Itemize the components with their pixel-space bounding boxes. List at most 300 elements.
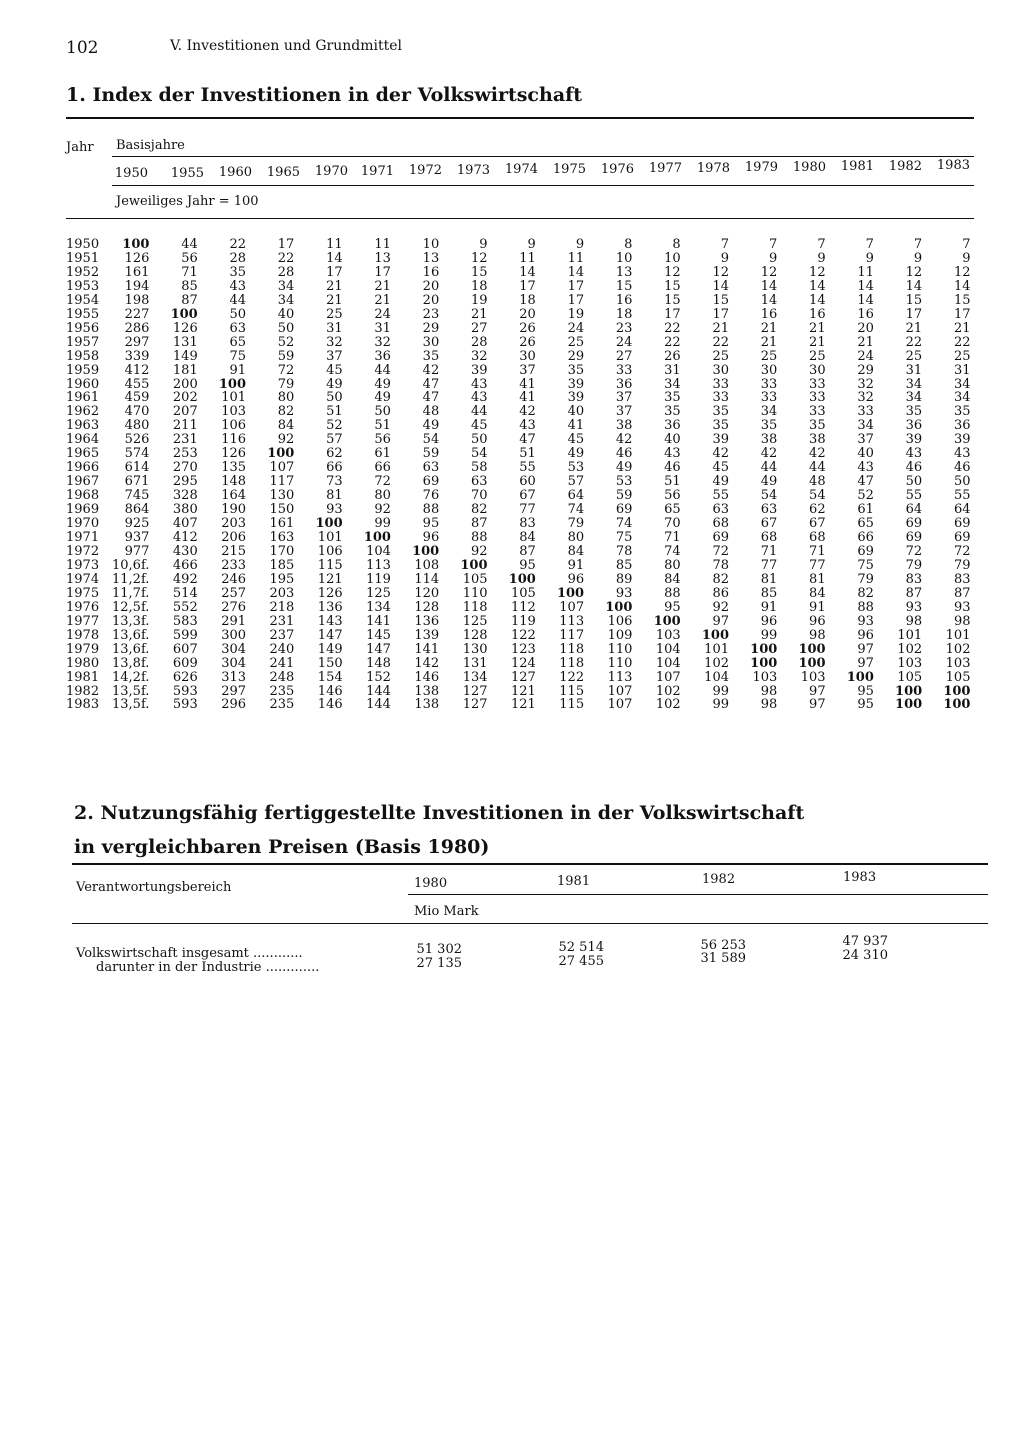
table-cell: 235 (269, 683, 295, 699)
table-cell: 17 (712, 306, 729, 322)
table-cell: 127 (510, 669, 536, 685)
table-cell: 37 (519, 362, 536, 378)
value-cell: 27 135 (416, 956, 462, 971)
table-cell: 9 (769, 250, 778, 266)
table-cell: 146 (317, 683, 343, 699)
table-cell: 15 (905, 292, 923, 308)
table-cell: 84 (664, 571, 681, 587)
table-cell: 27 (470, 320, 488, 336)
table-cell: 30 (760, 362, 778, 378)
table-cell: 246 (221, 571, 247, 587)
table-cell: 91 (760, 599, 778, 615)
table-cell: 43 (519, 418, 536, 434)
table-cell: 41 (519, 376, 536, 392)
table-row (66, 503, 970, 517)
table-cell: 35 (664, 390, 681, 406)
table-cell: 41 (519, 390, 536, 406)
year-1981-header: 1981 (557, 874, 591, 889)
table-cell: 19 (470, 292, 488, 308)
table-cell: 44 (760, 460, 778, 476)
table-cell: 69 (615, 502, 633, 518)
row-year: 1972 (66, 543, 100, 559)
table-cell: 42 (615, 432, 633, 448)
table-cell: 85 (181, 278, 198, 294)
table-cell: 313 (221, 669, 247, 685)
table-cell: 100 (460, 557, 488, 573)
table-cell: 87 (953, 585, 971, 601)
table-cell: 59 (615, 488, 633, 504)
table-cell: 33 (809, 390, 826, 406)
table-row (66, 364, 970, 378)
table-cell: 24 (857, 348, 874, 364)
table-cell: 161 (269, 516, 295, 532)
table-cell: 121 (317, 571, 343, 587)
table-row (66, 350, 970, 364)
table-cell: 11 (326, 237, 343, 252)
base-year-header: 1977 (648, 161, 682, 177)
table-cell: 34 (953, 390, 971, 406)
table-cell: 72 (953, 543, 971, 559)
base-year-header: 1983 (936, 158, 970, 174)
table-cell: 31 (664, 362, 681, 378)
table-cell: 77 (809, 557, 826, 573)
table-cell: 14 (567, 264, 585, 280)
table-cell: 7 (913, 237, 923, 252)
table-cell: 83 (953, 571, 971, 587)
table-cell: 9 (962, 250, 971, 266)
table-cell: 103 (655, 627, 681, 643)
table-cell: 74 (615, 516, 633, 532)
table-cell: 50 (229, 306, 247, 322)
table-cell: 33 (809, 404, 826, 420)
table-cell: 47 (422, 376, 440, 392)
row-year: 1978 (66, 627, 100, 643)
table-cell: 109 (607, 627, 633, 643)
table-cell: 14 (760, 292, 778, 308)
table-cell: 100 (798, 641, 826, 657)
table-row (66, 419, 970, 433)
table-cell: 99 (760, 627, 778, 643)
table-cell: 101 (897, 627, 923, 643)
table-cell: 119 (366, 571, 391, 587)
table-cell: 147 (317, 627, 343, 643)
table-cell: 113 (559, 613, 585, 629)
table-cell: 55 (905, 488, 923, 504)
table-cell: 21 (712, 320, 729, 336)
table-cell: 20 (422, 278, 440, 294)
table-cell: 115 (317, 557, 343, 573)
unit-mio-mark: Mio Mark (414, 904, 479, 919)
table-cell: 38 (760, 432, 778, 448)
table-cell: 95 (422, 516, 440, 532)
table-cell: 100 (605, 599, 633, 615)
table-cell: 43 (664, 446, 681, 462)
table-cell: 71 (664, 530, 681, 546)
table-cell: 102 (945, 641, 971, 657)
table-cell: 22 (953, 334, 971, 350)
table-cell: 626 (172, 669, 198, 685)
table-cell: 51 (664, 474, 681, 490)
table-cell: 97 (857, 655, 874, 671)
table-cell: 74 (664, 543, 681, 559)
base-year-header: 1973 (456, 162, 490, 178)
table-cell: 49 (567, 446, 585, 462)
table-cell: 102 (704, 655, 729, 671)
table-cell: 164 (221, 488, 247, 504)
table-cell: 100 (315, 516, 343, 532)
table-cell: 53 (567, 460, 585, 476)
table-cell: 26 (519, 334, 536, 350)
table-cell: 15 (664, 278, 681, 294)
table-row (66, 643, 970, 657)
table-cell: 69 (712, 530, 729, 546)
table-cell: 65 (664, 502, 681, 518)
table-cell: 114 (414, 571, 440, 587)
base-year-header: 1960 (218, 165, 252, 181)
table-cell: 100 (943, 697, 971, 713)
table-cell: 100 (170, 306, 198, 322)
table-cell: 143 (317, 613, 343, 629)
table-cell: 14 (905, 278, 923, 294)
table-cell: 113 (366, 557, 391, 573)
table-cell: 83 (905, 571, 923, 587)
base-year-header: 1980 (792, 159, 826, 175)
table-cell: 46 (615, 446, 633, 462)
table-cell: 17 (953, 306, 971, 322)
table-cell: 106 (317, 543, 343, 559)
table-cell: 63 (470, 474, 488, 490)
table-cell: 110 (462, 585, 488, 601)
table-cell: 100 (846, 669, 874, 685)
table-cell: 296 (221, 697, 247, 713)
table-cell: 32 (857, 390, 874, 406)
table-cell: 14 (760, 278, 778, 294)
table-cell: 101 (221, 390, 247, 406)
table-cell: 79 (953, 557, 971, 573)
table-cell: 102 (655, 683, 681, 699)
table-cell: 526 (124, 432, 150, 448)
table-cell: 80 (664, 557, 681, 573)
table-cell: 12 (664, 264, 681, 280)
table-cell: 492 (172, 571, 198, 587)
row-year: 1970 (66, 516, 100, 532)
table-cell: 142 (414, 655, 440, 671)
table-cell: 17 (567, 278, 585, 294)
row-year: 1981 (66, 669, 100, 685)
table-cell: 291 (221, 613, 247, 629)
table-cell: 21 (374, 278, 391, 294)
table-cell: 49 (712, 474, 729, 490)
table-cell: 407 (172, 516, 198, 532)
table-cell: 110 (607, 641, 633, 657)
table-cell: 50 (953, 474, 971, 490)
table-cell: 203 (269, 585, 295, 601)
table-cell: 17 (326, 264, 343, 280)
table-cell: 28 (229, 250, 247, 266)
table-cell: 54 (809, 488, 826, 504)
table-cell: 67 (519, 488, 536, 504)
table-cell: 12,5f. (112, 599, 150, 615)
value-cell: 24 310 (842, 948, 888, 963)
table-cell: 79 (857, 571, 874, 587)
table-cell: 10,6f. (112, 557, 150, 573)
table-cell: 13,3f. (112, 613, 150, 629)
table-cell: 101 (317, 530, 343, 546)
table-cell: 7 (769, 237, 778, 252)
table-cell: 470 (124, 404, 150, 420)
table-cell: 91 (567, 557, 585, 573)
table-cell: 97 (857, 641, 874, 657)
table-cell: 131 (462, 655, 488, 671)
value-cell: 52 514 (558, 940, 604, 955)
table-cell: 53 (615, 474, 633, 490)
row-label-text: Volkswirtschaft insgesamt (76, 946, 249, 961)
table-cell: 105 (462, 571, 488, 587)
table-cell: 37 (615, 390, 633, 406)
section-1-top-rule (66, 117, 974, 119)
table-cell: 35 (712, 404, 729, 420)
table-cell: 218 (269, 599, 295, 615)
row-year: 1976 (66, 599, 100, 615)
table-cell: 103 (945, 655, 971, 671)
table-cell: 13,6f. (112, 627, 150, 643)
table-cell: 34 (953, 376, 971, 392)
table-row (66, 322, 970, 336)
table-cell: 122 (559, 669, 585, 685)
table-cell: 39 (712, 432, 729, 448)
table-cell: 206 (221, 530, 247, 546)
table-cell: 25 (567, 334, 585, 350)
table-cell: 22 (664, 334, 681, 350)
table-cell: 51 (519, 446, 536, 462)
table-cell: 78 (712, 557, 729, 573)
table-cell: 123 (510, 641, 536, 657)
table-cell: 128 (462, 627, 488, 643)
table-cell: 466 (172, 557, 198, 573)
table-cell: 54 (422, 432, 440, 448)
table-cell: 98 (760, 683, 778, 699)
table-cell: 84 (809, 585, 826, 601)
table-cell: 92 (470, 543, 488, 559)
table-cell: 104 (655, 655, 681, 671)
table-cell: 98 (905, 613, 923, 629)
table-cell: 11 (374, 237, 391, 252)
table-cell: 412 (172, 530, 198, 546)
table-cell: 412 (124, 362, 150, 378)
table-cell: 117 (269, 474, 295, 490)
table-row (66, 489, 970, 503)
table-cell: 112 (510, 599, 536, 615)
table-cell: 7 (720, 237, 729, 252)
table-cell: 198 (124, 292, 150, 308)
table-cell: 40 (277, 306, 295, 322)
base-year-header: 1982 (888, 158, 922, 174)
table-cell: 105 (945, 669, 971, 685)
row-year: 1983 (66, 697, 100, 713)
table-cell: 34 (905, 376, 923, 392)
table-cell: 43 (905, 446, 923, 462)
table-cell: 70 (470, 488, 488, 504)
table-cell: 36 (953, 418, 971, 434)
table-cell: 207 (172, 404, 198, 420)
table-cell: 29 (422, 320, 440, 336)
row-year: 1950 (66, 237, 100, 252)
table-cell: 297 (221, 683, 247, 699)
table-cell: 82 (712, 571, 729, 587)
row-year: 1973 (66, 557, 100, 573)
table-cell: 88 (664, 585, 681, 601)
value-cell: 31 589 (700, 951, 746, 966)
table-cell: 12 (905, 264, 923, 280)
table-cell: 24 (374, 306, 391, 322)
table-cell: 297 (124, 334, 150, 350)
table-cell: 92 (374, 502, 391, 518)
table-cell: 108 (414, 557, 440, 573)
table-cell: 100 (556, 585, 585, 601)
table-cell: 49 (374, 390, 391, 406)
base-year-header: 1974 (504, 162, 538, 178)
table-cell: 59 (277, 348, 295, 364)
table-cell: 80 (374, 488, 391, 504)
row-year: 1954 (66, 292, 100, 308)
table-cell: 67 (760, 516, 778, 532)
table-cell: 339 (124, 348, 150, 364)
basisjahre-rule (112, 156, 974, 157)
table-cell: 9 (817, 250, 826, 266)
table-cell: 103 (800, 669, 826, 685)
table-cell: 93 (857, 613, 874, 629)
table-cell: 40 (567, 404, 585, 420)
table-cell: 170 (269, 543, 295, 559)
row-year: 1967 (66, 474, 100, 490)
table-cell: 34 (857, 418, 874, 434)
table-cell: 35 (760, 418, 778, 434)
table-cell: 17 (519, 278, 536, 294)
table-cell: 103 (221, 404, 247, 420)
table-cell: 131 (172, 334, 198, 350)
table-cell: 136 (414, 613, 440, 629)
table-cell: 300 (221, 627, 247, 643)
table-cell: 31 (953, 362, 971, 378)
table-cell: 34 (664, 376, 681, 392)
table-cell: 276 (221, 599, 247, 615)
table-cell: 81 (760, 571, 778, 587)
table-cell: 35 (953, 404, 971, 420)
table-cell: 80 (567, 530, 585, 546)
table-cell: 37 (326, 348, 343, 364)
table-cell: 42 (760, 446, 778, 462)
table-cell: 52 (277, 334, 295, 350)
table-cell: 88 (857, 599, 874, 615)
table-cell: 231 (269, 613, 295, 629)
table-cell: 146 (317, 697, 343, 713)
table-cell: 130 (462, 641, 488, 657)
table-cell: 54 (470, 446, 488, 462)
table-cell: 48 (422, 404, 440, 420)
table-row (66, 405, 970, 419)
table-cell: 46 (953, 460, 971, 476)
table-cell: 113 (607, 669, 633, 685)
table-cell: 21 (809, 320, 826, 336)
table-cell: 79 (277, 376, 295, 392)
base-year-header: 1972 (408, 163, 442, 179)
table-cell: 21 (326, 292, 343, 308)
table-cell: 36 (374, 348, 391, 364)
table-cell: 163 (269, 530, 295, 546)
table-cell: 122 (510, 627, 536, 643)
table-cell: 42 (519, 404, 536, 420)
table-cell: 45 (712, 460, 729, 476)
table-cell: 671 (124, 474, 150, 490)
jahr-header: Jahr (66, 140, 94, 155)
table-row (66, 252, 970, 266)
table-cell: 13 (615, 264, 633, 280)
verantwortungsbereich-header: Verantwortungsbereich (76, 880, 232, 895)
table-cell: 48 (809, 474, 826, 490)
table-cell: 23 (422, 306, 440, 322)
table-cell: 25 (326, 306, 343, 322)
table-cell: 134 (462, 669, 488, 685)
table-cell: 33 (712, 390, 729, 406)
table-cell: 100 (895, 697, 923, 713)
table-row (66, 336, 970, 350)
table-cell: 31 (326, 320, 343, 336)
table-cell: 95 (519, 557, 536, 573)
table-cell: 50 (905, 474, 923, 490)
table-row (66, 573, 970, 587)
base-year-header: 1981 (840, 159, 874, 175)
table-cell: 150 (269, 502, 295, 518)
table-cell: 233 (221, 557, 247, 573)
table-cell: 56 (374, 432, 391, 448)
row-year: 1952 (66, 264, 100, 280)
table-cell: 69 (422, 474, 440, 490)
table-cell: 8 (672, 237, 681, 252)
table-cell: 14 (857, 292, 874, 308)
row-label-text: darunter in der Industrie (96, 960, 262, 975)
table-cell: 20 (422, 292, 440, 308)
table-cell: 95 (857, 683, 874, 699)
table-cell: 215 (221, 543, 247, 559)
table-cell: 16 (615, 292, 633, 308)
table-cell: 78 (615, 543, 633, 559)
table-cell: 194 (124, 278, 150, 294)
table-cell: 62 (809, 502, 826, 518)
table-cell: 24 (567, 320, 585, 336)
table-cell: 49 (374, 376, 391, 392)
table-cell: 16 (422, 264, 440, 280)
table-header-bottom-rule (66, 218, 974, 219)
table-cell: 9 (479, 237, 488, 252)
table-cell: 149 (317, 641, 343, 657)
table-cell: 36 (664, 418, 681, 434)
table-cell: 35 (229, 264, 247, 280)
table-cell: 100 (653, 613, 681, 629)
table-row (66, 266, 970, 280)
table-cell: 21 (374, 292, 391, 308)
table-cell: 30 (809, 362, 826, 378)
table-cell: 9 (865, 250, 874, 266)
table-row (66, 657, 970, 671)
table-cell: 12 (712, 264, 729, 280)
table-cell: 57 (567, 474, 585, 490)
table-cell: 135 (221, 460, 247, 476)
table-cell: 84 (519, 530, 536, 546)
table-cell: 93 (905, 599, 923, 615)
table-cell: 46 (905, 460, 923, 476)
table-cell: 107 (607, 697, 633, 713)
page-number: 102 (66, 38, 99, 58)
